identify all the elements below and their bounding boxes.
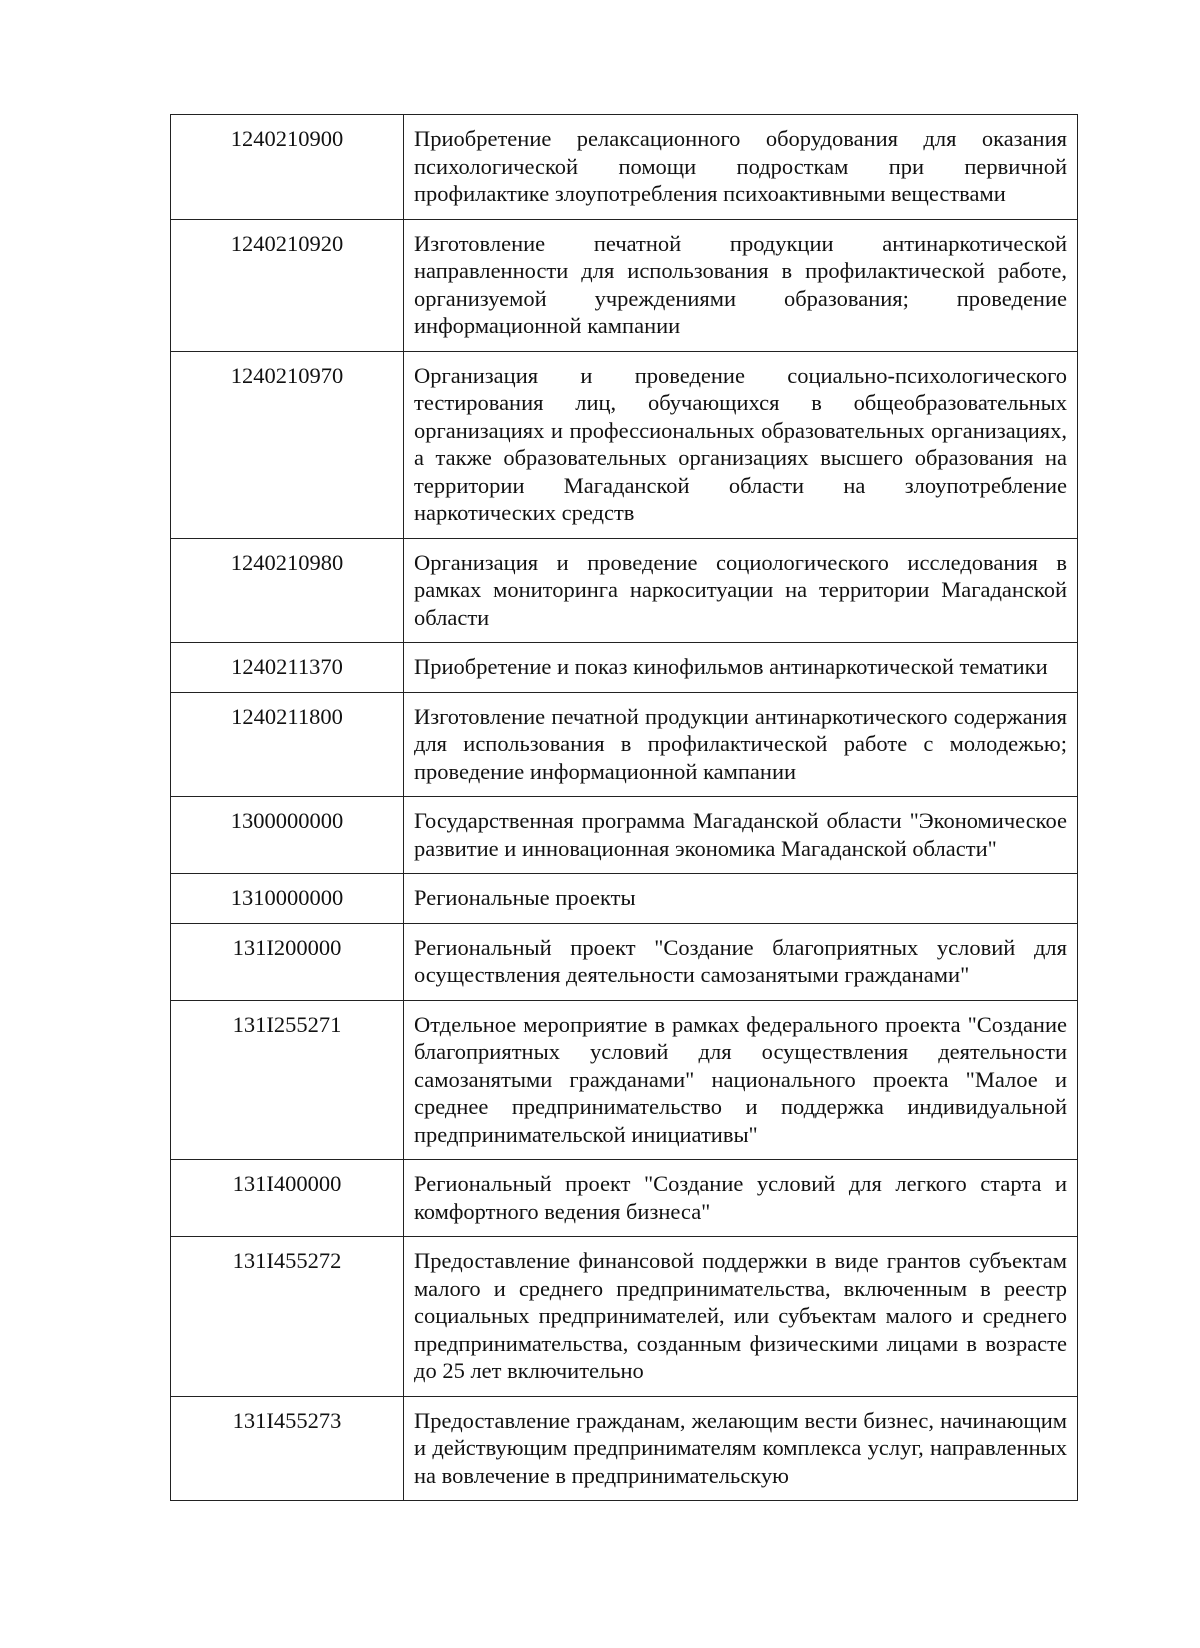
table-row [171,219,1078,351]
budget-codes-table [170,114,1078,1501]
description-cell: Организация и проведение социально-психологического тестирования лиц, обучающихся в общеобразовательных организациях и профессиональных образовательных организациях, а также образовательных организациях высшего образования на территории Магаданской области на злоупотребление наркотических средств [404,351,1078,538]
code-cell: 1240211370 [171,643,404,693]
table-row [171,643,1078,693]
table-row [171,538,1078,643]
description-cell: Отдельное мероприятие в рамках федерального проекта "Создание благоприятных условий для осуществления деятельности самозанятыми гражданами" национального проекта "Малое и среднее предпринимательство и поддержка индивидуальной предпринимательской инициативы" [404,1000,1078,1160]
table-row [171,874,1078,924]
code-cell: 1240210970 [171,351,404,538]
code-cell: 1310000000 [171,874,404,924]
table-row [171,1396,1078,1501]
code-cell: 131I455273 [171,1396,404,1501]
code-cell: 1240210920 [171,219,404,351]
description-cell: Приобретение и показ кинофильмов антинаркотической тематики [404,643,1078,693]
table-row [171,692,1078,797]
code-cell: 1300000000 [171,797,404,874]
table-row [171,797,1078,874]
description-cell: Предоставление финансовой поддержки в виде грантов субъектам малого и среднего предпринимательства, включенным в реестр социальных предпринимателей, или субъектам малого и среднего предпринимательства, созданным физическими лицами в возрасте до 25 лет включительно [404,1237,1078,1397]
code-cell: 131I400000 [171,1160,404,1237]
code-cell: 131I200000 [171,923,404,1000]
code-cell: 131I455272 [171,1237,404,1397]
table-row [171,1160,1078,1237]
table-row [171,1237,1078,1397]
description-cell: Государственная программа Магаданской области "Экономическое развитие и инновационная экономика Магаданской области" [404,797,1078,874]
code-cell: 131I255271 [171,1000,404,1160]
code-cell: 1240210980 [171,538,404,643]
table-row [171,115,1078,220]
description-cell: Региональный проект "Создание условий для легкого старта и комфортного ведения бизнеса" [404,1160,1078,1237]
description-cell: Организация и проведение социологического исследования в рамках мониторинга наркоситуации на территории Магаданской области [404,538,1078,643]
description-cell: Региональный проект "Создание благоприятных условий для осуществления деятельности самозанятыми гражданами" [404,923,1078,1000]
description-cell: Изготовление печатной продукции антинаркотической направленности для использования в профилактической работе, организуемой учреждениями образования; проведение информационной кампании [404,219,1078,351]
code-cell: 1240210900 [171,115,404,220]
description-cell: Изготовление печатной продукции антинаркотического содержания для использования в профилактической работе с молодежью; проведение информационной кампании [404,692,1078,797]
table-row [171,351,1078,538]
code-cell: 1240211800 [171,692,404,797]
description-cell: Региональные проекты [404,874,1078,924]
description-cell: Предоставление гражданам, желающим вести бизнес, начинающим и действующим предпринимателям комплекса услуг, направленных на вовлечение в предпринимательскую [404,1396,1078,1501]
table-row [171,923,1078,1000]
table-row [171,1000,1078,1160]
description-cell: Приобретение релаксационного оборудования для оказания психологической помощи подросткам при первичной профилактике злоупотребления психоактивными веществами [404,115,1078,220]
